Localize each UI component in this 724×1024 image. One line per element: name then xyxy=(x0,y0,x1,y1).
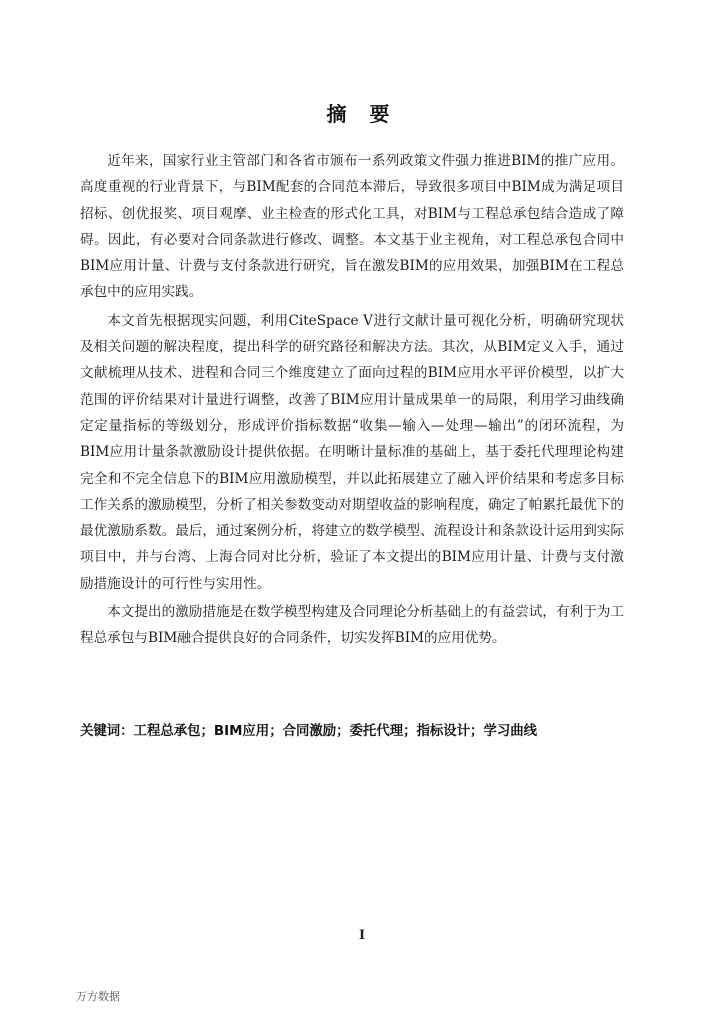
abstract-paragraph-2: 本文首先根据现实问题，利用CiteSpace V进行文献计量可视化分析，明确研究现状及相关问题的解决程度，提出科学的研究路径和解决方法。其次，从BIM定义入手，通过文献梳理从技术、进程和合同三个维度建立了面向过程的BIM应用水平评价模型，以扩大范围的评价结果对计量进行调整，改善了BIM应用计量成果单一的局限，利用学习曲线确定定量指标的等级划分，形成评价指标数据“收集—输入—处理—输出”的闭环流程，为BIM应用计量条款激励设计提供依据。在明晰计量标准的基础上，基于委托代理理论构建完全和不完全信息下的BIM应用激励模型，并以此拓展建立了融入评价结果和考虑多目标工作关系的激励模型，分析了相关参数变动对期望收益的影响程度，确定了帕累托最优下的最优激励系数。最后，通过案例分析，将建立的数学模型、流程设计和条款设计运用到实际项目中，并与台湾、上海合同对比分析，验证了本文提出的BIM应用计量、计费与支付激励措施设计的可行性与实用性。 xyxy=(80,312,624,592)
abstract-body xyxy=(80,148,624,654)
keywords-line: 关键词：工程总承包；BIM应用；合同激励；委托代理；指标设计；学习曲线 xyxy=(80,724,538,739)
watermark-text: 万方数据 xyxy=(76,990,120,1003)
abstract-title: 摘 要 xyxy=(326,102,398,126)
abstract-paragraph-3: 本文提出的激励措施是在数学模型构建及合同理论分析基础上的有益尝试，有利于为工程总承包与BIM融合提供良好的合同条件，切实发挥BIM的应用优势。 xyxy=(80,604,624,647)
page-number: I xyxy=(358,928,366,943)
abstract-paragraph-1: 近年来，国家行业主管部门和各省市颁布一系列政策文件强力推进BIM的推广应用。高度重视的行业背景下，与BIM配套的合同范本滞后，导致很多项目中BIM成为满足项目招标、创优报奖、项目观摩、业主检查的形式化工具，对BIM与工程总承包结合造成了障碍。因此，有必要对合同条款进行修改、调整。本文基于业主视角，对工程总承包合同中BIM应用计量、计费与支付条款进行研究，旨在激发BIM的应用效果，加强BIM在工程总承包中的应用实践。 xyxy=(80,153,624,301)
